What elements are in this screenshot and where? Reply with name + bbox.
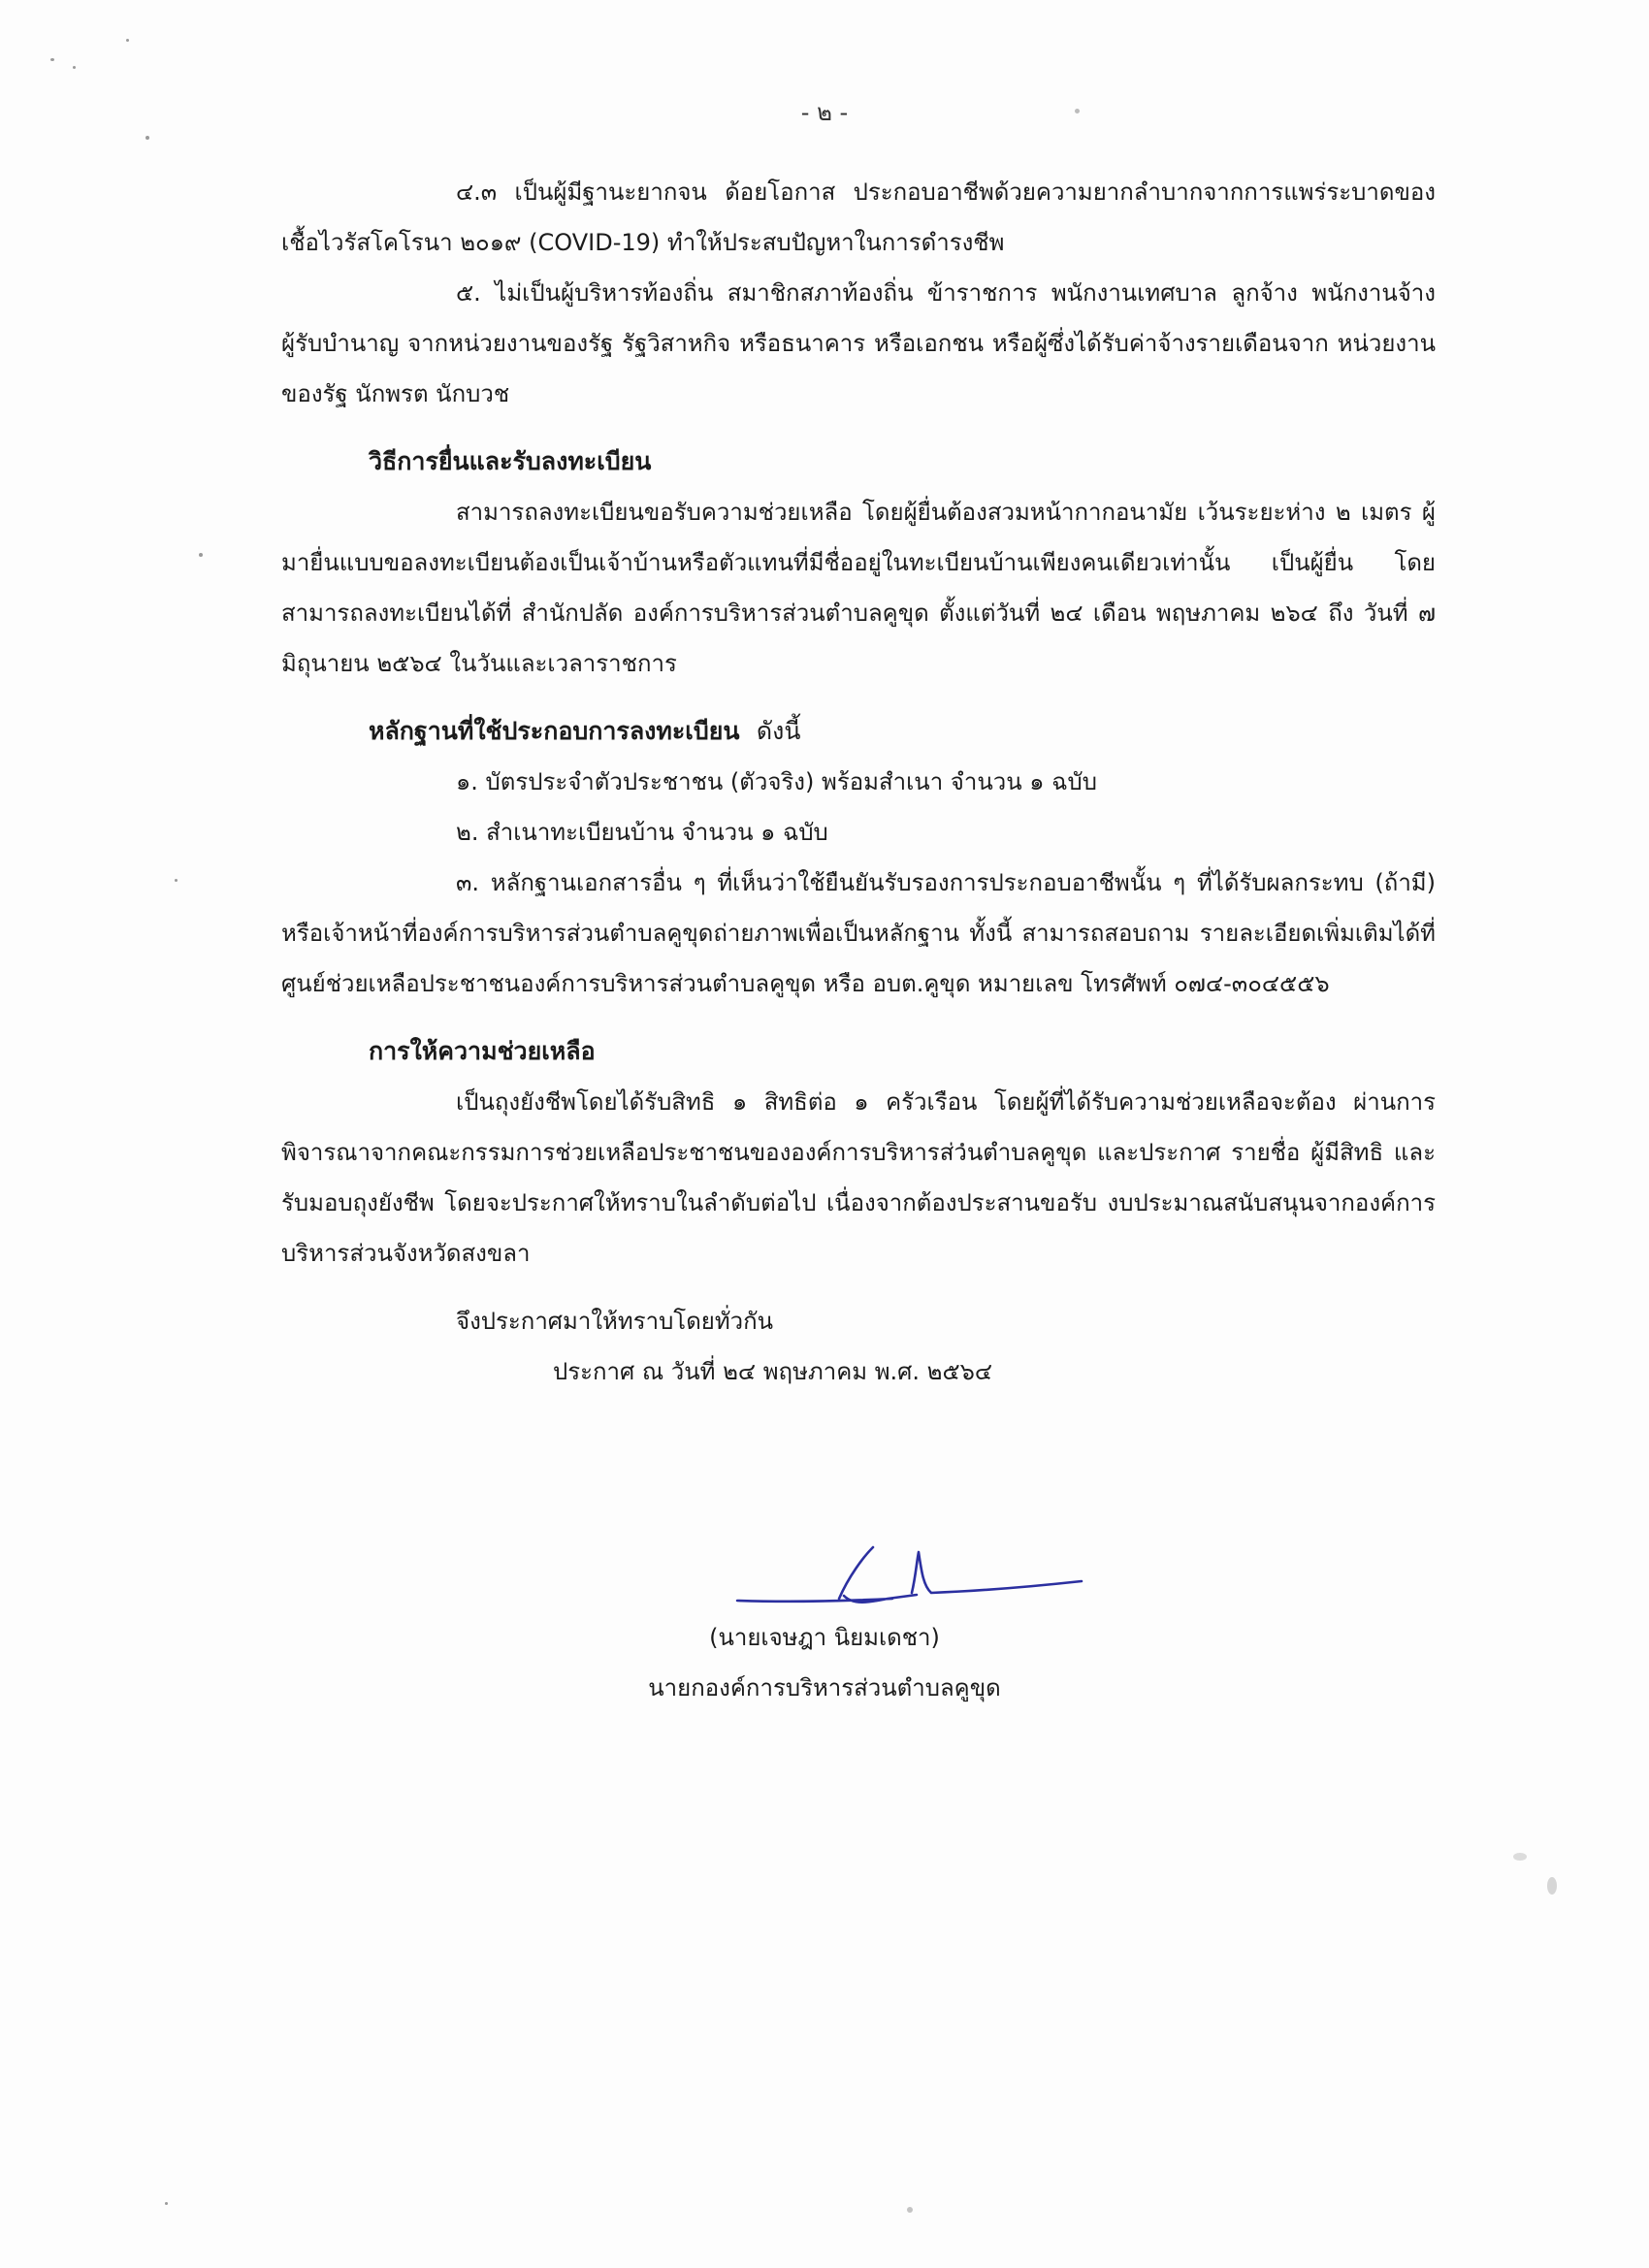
scan-speck (146, 136, 149, 140)
closing-announcement: จึงประกาศมาให้ทราบโดยทั่วกัน (456, 1308, 774, 1335)
paragraph-5: ๕. ไม่เป็นผู้บริหารท้องถิ่น สมาชิกสภาท้องถิ่น ข้าราชการ พนักงานเทศบาล ลูกจ้าง พนักงานจ้าง ผู้รับบำนาญ จากหน่วยงานของรัฐ รัฐวิสาหกิจ หรือธนาคาร หรือเอกชน หรือผู้ซึ่งได้รับค่าจ้างรายเดือนจาก หน่วยงานของรัฐ นักพรต นักบวช (281, 279, 1436, 407)
paragraph-4-3: ๔.๓ เป็นผู้มีฐานะยากจน ด้อยโอกาส ประกอบอาชีพด้วยความยากลำบากจากการแพร่ระบาดของเชื้อไวรัสโคโรนา ๒๐๑๙ (COVID-19) ทำให้ประสบปัญหาในการดำรงชีพ (281, 178, 1436, 256)
evidence-item-2: ๒. สำเนาทะเบียนบ้าน จำนวน ๑ ฉบับ (456, 819, 828, 846)
page-number: - ๒ - (800, 99, 849, 126)
heading-evidence-suffix: ดังนี้ (756, 717, 801, 745)
evidence-item-1: ๑. บัตรประจำตัวประชาชน (ตัวจริง) พร้อมสำเนา จำนวน ๑ ฉบับ (456, 768, 1097, 795)
paragraph-registration: สามารถลงทะเบียนขอรับความช่วยเหลือ โดยผู้ยื่นต้องสวมหน้ากากอนามัย เว้นระยะห่าง ๒ เมตร ผู้มายื่นแบบขอลงทะเบียนต้องเป็นเจ้าบ้านหรือตัวแทนที่มีชื่ออยู่ในทะเบียนบ้านเพียงคนเดียวเท่านั้น เป็นผู้ยื่น โดยสามารถลงทะเบียนได้ที่ สำนักปลัด องค์การบริหารส่วนตำบลคูขุด ตั้งแต่วันที่ ๒๔ เดือน พฤษภาคม ๒๖๔ ถึง วันที่ ๗ มิถุนายน ๒๕๖๔ ในวันและเวลาราชการ (281, 499, 1436, 677)
evidence-item-3: ๓. หลักฐานเอกสารอื่น ๆ ที่เห็นว่าใช้ยืนยันรับรองการประกอบอาชีพนั้น ๆ ที่ได้รับผลกระทบ (ถ้ามี) หรือเจ้าหน้าที่องค์การบริหารส่วนตำบลคูขุดถ่ายภาพเพื่อเป็นหลักฐาน ทั้งนี้ สามารถสอบถาม รายละเอียดเพิ่มเติมได้ที่ ศูนย์ช่วยเหลือประชาชนองค์การบริหารส่วนตำบลคูขุด หรือ อบต.คูขุด หมายเลข โทรศัพท์ ๐๗๔-๓๐๔๕๕๖ (281, 869, 1436, 997)
document-body (281, 167, 1436, 1397)
heading-assistance: การให้ความช่วยเหลือ (369, 1037, 596, 1065)
paragraph-assistance: เป็นถุงยังชีพโดยได้รับสิทธิ ๑ สิทธิต่อ ๑ ครัวเรือน โดยผู้ที่ได้รับความช่วยเหลือจะต้อง ผ่านการพิจารณาจากคณะกรรมการช่วยเหลือประชาชนขององค์การบริหารส่วนตำบลคูขุด และประกาศ รายชื่อ ผู้มีสิทธิ และรับมอบถุงยังชีพ โดยจะประกาศให้ทราบในลำดับต่อไป เนื่องจากต้องประสานขอรับ งบประมาณสนับสนุนจากองค์การบริหารส่วนจังหวัดสงขลา (281, 1088, 1436, 1267)
heading-registration: วิธีการยื่นและรับลงทะเบียน (369, 447, 652, 475)
announcement-date: ประกาศ ณ วันที่ ๒๔ พฤษภาคม พ.ศ. ๒๕๖๔ (553, 1358, 993, 1385)
handwritten-signature (718, 1523, 1106, 1630)
scan-speck (199, 553, 203, 557)
signatory-title: นายกองค์การบริหารส่วนตำบลคูขุด (648, 1674, 1001, 1701)
scan-speck (1513, 1853, 1527, 1861)
heading-evidence (281, 706, 1436, 757)
scan-speck (907, 2207, 913, 2213)
heading-evidence-text: หลักฐานที่ใช้ประกอบการลงทะเบียน (369, 717, 740, 745)
scan-speck (50, 58, 54, 61)
signatory-name: (นายเจษฎา นิยมเดชา) (709, 1624, 940, 1651)
signature-stroke (718, 1523, 1106, 1630)
scan-speck (1547, 1877, 1557, 1895)
scan-speck (175, 879, 178, 882)
scan-speck (73, 66, 76, 69)
scan-speck (165, 2202, 168, 2205)
scan-speck (126, 39, 129, 42)
